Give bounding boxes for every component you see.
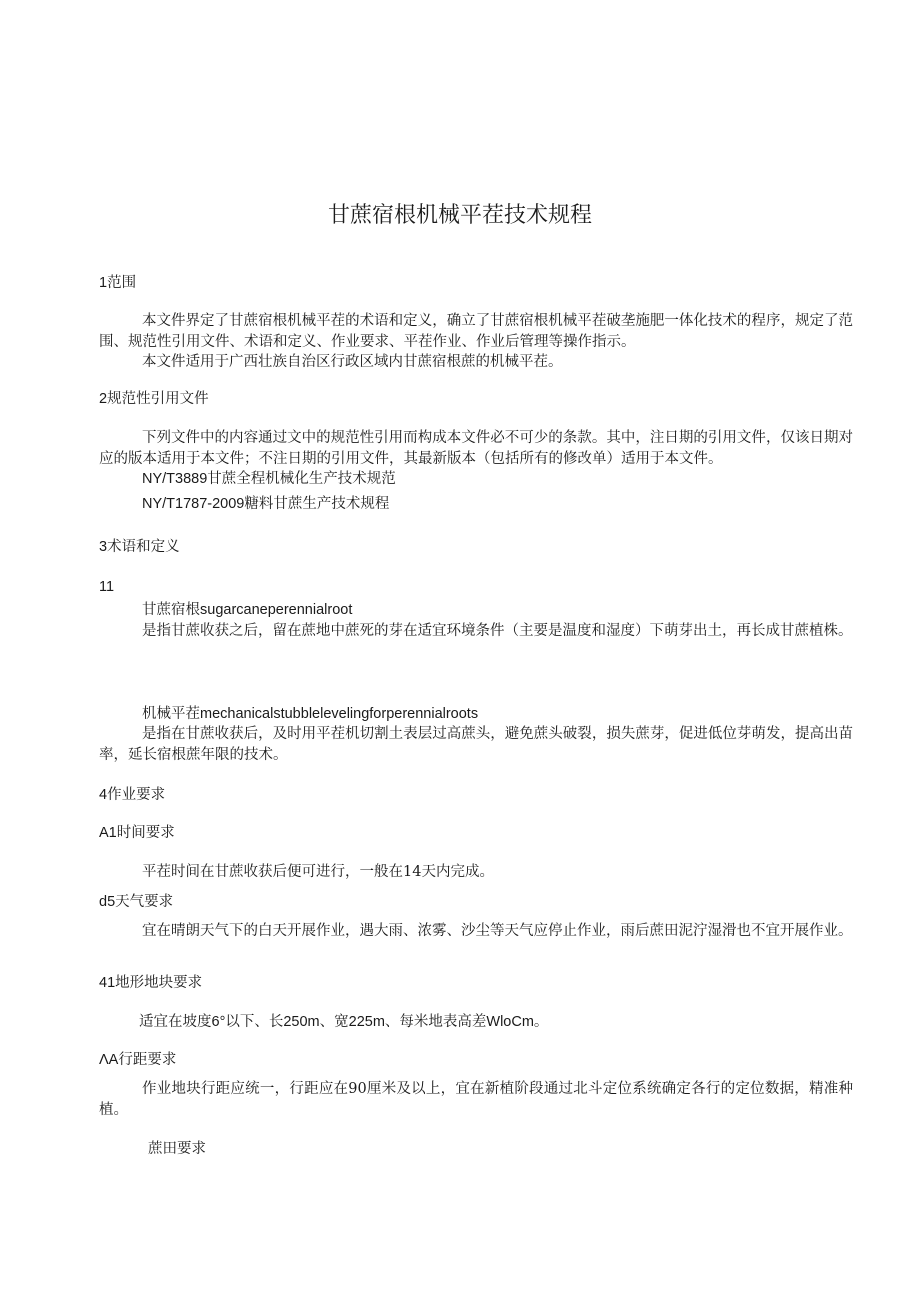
section-4-5-heading: 蔗田要求 <box>148 1141 206 1157</box>
section-4-3-heading: 41地形地块要求 <box>99 975 203 991</box>
section-3-heading: 3术语和定义 <box>99 539 180 555</box>
section-3-number: 11 <box>99 579 115 595</box>
section-4-4-heading: ΛA行距要求 <box>99 1052 177 1068</box>
page-title: 甘蔗宿根机械平茬技术规程 <box>327 202 592 227</box>
section-4-1-heading: A1时间要求 <box>99 825 175 841</box>
section-4-3-text: 适宜在坡度6°以下、长250m、宽225m、每米地表高差WloCm。 <box>139 1014 549 1030</box>
section-4-2-heading: d5天气要求 <box>99 894 174 910</box>
section-2-paragraph: 下列文件中的内容通过文中的规范性引用而构成本文件必不可少的条款。其中，注日期的引用文件，仅该日期对应的版本适用于本文件；不注日期的引用文件，其最新版本（包括所有的修改单）适用于本文件。 <box>99 430 853 467</box>
section-4-heading: 4作业要求 <box>99 787 166 803</box>
reference-1: NY/T3889甘蔗全程机械化生产技术规范 <box>142 471 396 487</box>
section-4-4-text: 作业地块行距应统一，行距应在90厘米及以上，宜在新植阶段通过北斗定位系统确定各行的定位数据，精准种植。 <box>99 1081 853 1118</box>
term-1-label: 甘蔗宿根sugarcaneperennialroot <box>142 602 353 618</box>
section-2-heading: 2规范性引用文件 <box>99 391 209 407</box>
term-1-definition: 是指甘蔗收获之后，留在蔗地中蔗死的芽在适宜环境条件（主要是温度和湿度）下萌芽出土，再长成甘蔗植株。 <box>142 623 853 639</box>
section-1-heading: 1范围 <box>99 275 137 291</box>
term-2-definition: 是指在甘蔗收获后，及时用平茬机切割土表层过高蔗头，避免蔗头破裂，损失蔗芽，促进低位芽萌发，提高出苗率，延长宿根蔗年限的技术。 <box>99 726 853 763</box>
term-2-label: 机械平茬mechanicalstubblelevelingforperennialroots <box>142 706 479 722</box>
section-1-paragraph-2: 本文件适用于广西壮族自治区行政区域内甘蔗宿根蔗的机械平茬。 <box>142 354 563 370</box>
section-4-2-text: 宜在晴朗天气下的白天开展作业，遇大雨、浓雾、沙尘等天气应停止作业，雨后蔗田泥泞湿滑也不宜开展作业。 <box>142 923 853 939</box>
reference-2: NY/T1787-2009糖料甘蔗生产技术规程 <box>142 496 390 512</box>
section-1-paragraph-1: 本文件界定了甘蔗宿根机械平茬的术语和定义，确立了甘蔗宿根机械平茬破垄施肥一体化技术的程序，规定了范围、规范性引用文件、术语和定义、作业要求、平茬作业、作业后管理等操作指示。 <box>99 313 853 350</box>
section-4-1-text: 平茬时间在甘蔗收获后便可进行，一般在14天内完成。 <box>142 864 494 880</box>
